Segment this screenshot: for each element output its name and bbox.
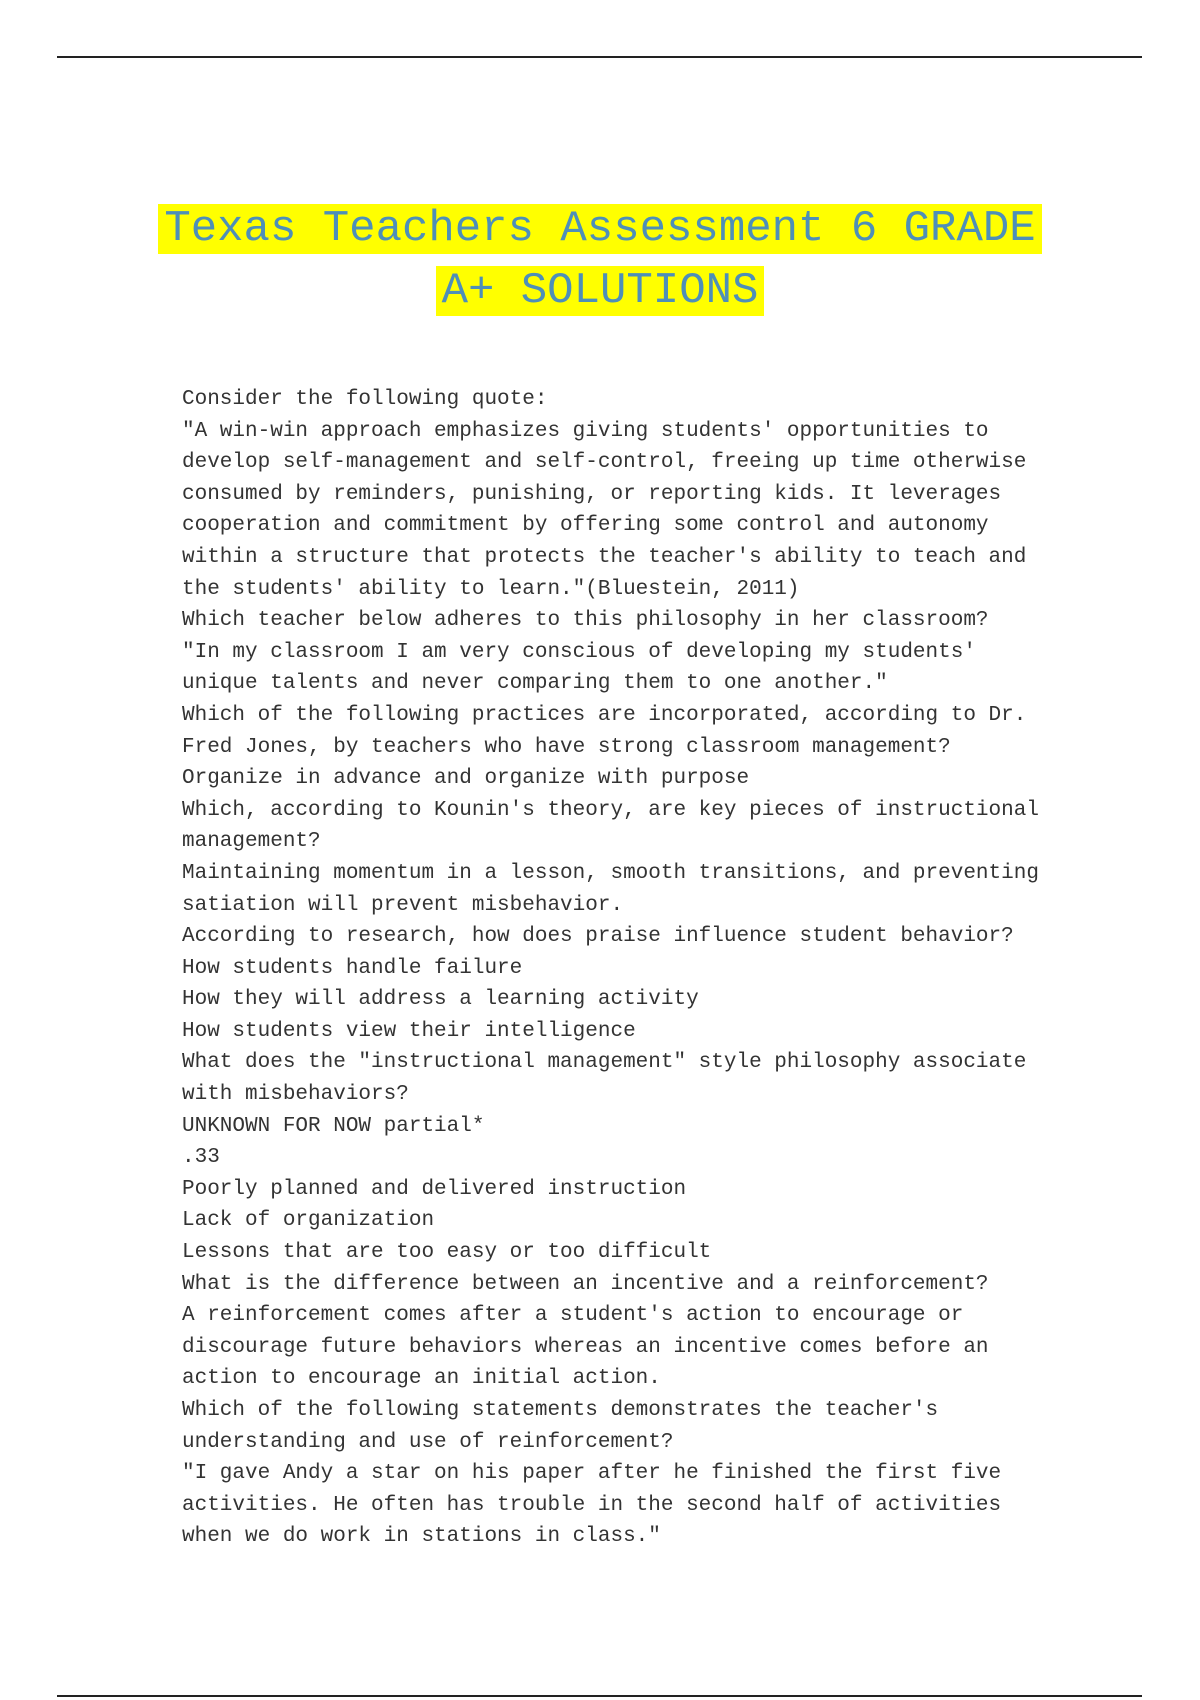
document-title [0,198,1200,322]
text-line: A reinforcement comes after a student's action to encourage or [182,1304,964,1328]
text-line: discourage future behaviors whereas an incentive comes before an [182,1335,989,1359]
text-line: develop self-management and self-control, freeing up time otherwise [182,451,1027,475]
text-line: within a structure that protects the teacher's ability to teach and [182,545,1027,569]
text-line: Consider the following quote: [182,388,548,411]
text-line: activities. He often has trouble in the second half of activities [182,1493,1002,1517]
text-line: with misbehaviors? [182,1083,409,1107]
text-line: What is the difference between an incentive and a reinforcement? [182,1272,989,1296]
text-line: What does the "instructional management" style philosophy associate [182,1051,1027,1075]
text-line: Which, according to Kounin's theory, are key pieces of instructional [182,798,1039,822]
header-rule [57,56,1142,58]
text-line: Lack of organization [182,1209,435,1233]
text-line: Maintaining momentum in a lesson, smooth transitions, and preventing [182,861,1039,885]
text-line: management? [182,830,321,854]
text-line: Lessons that are too easy or too difficult [182,1241,712,1265]
footer-rule [57,1695,1142,1697]
text-line: Which of the following statements demonstrates the teacher's [182,1399,939,1422]
text-line: Fred Jones, by teachers who have strong classroom management? [182,735,951,759]
text-line: "A win-win approach emphasizes giving students' opportunities to [182,419,989,443]
text-line: the students' ability to learn."(Bluestein, 2011) [182,577,800,601]
text-line: cooperation and commitment by offering some control and autonomy [182,514,989,538]
text-line: .33 [182,1146,220,1170]
text-line: unique talents and never comparing them to one another." [182,672,888,696]
text-line: satiation will prevent misbehavior. [182,893,624,917]
text-line: How students view their intelligence [182,1019,636,1043]
text-line: Organize in advance and organize with purpose [182,767,750,791]
text-line: "I gave Andy a star on his paper after he finished the first five [182,1462,1002,1486]
text-line: How they will address a learning activity [182,988,699,1012]
text-line: According to research, how does praise influence student behavior? [182,925,1014,949]
title-line-2: A+ SOLUTIONS [436,266,765,316]
document-body [182,384,1062,1553]
text-line: Which teacher below adheres to this philosophy in her classroom? [182,609,989,633]
text-line: consumed by reminders, punishing, or reporting kids. It leverages [182,482,1002,506]
text-line: "In my classroom I am very conscious of developing my students' [182,640,976,664]
text-line: when we do work in stations in class." [182,1525,661,1549]
text-line: Poorly planned and delivered instruction [182,1177,687,1201]
text-line: Which of the following practices are incorporated, according to Dr. [182,703,1027,727]
text-line: UNKNOWN FOR NOW partial* [182,1114,485,1138]
text-line: understanding and use of reinforcement? [182,1430,674,1454]
text-line: action to encourage an initial action. [182,1367,661,1391]
title-line-1: Texas Teachers Assessment 6 GRADE [158,204,1041,254]
text-line: How students handle failure [182,956,523,980]
